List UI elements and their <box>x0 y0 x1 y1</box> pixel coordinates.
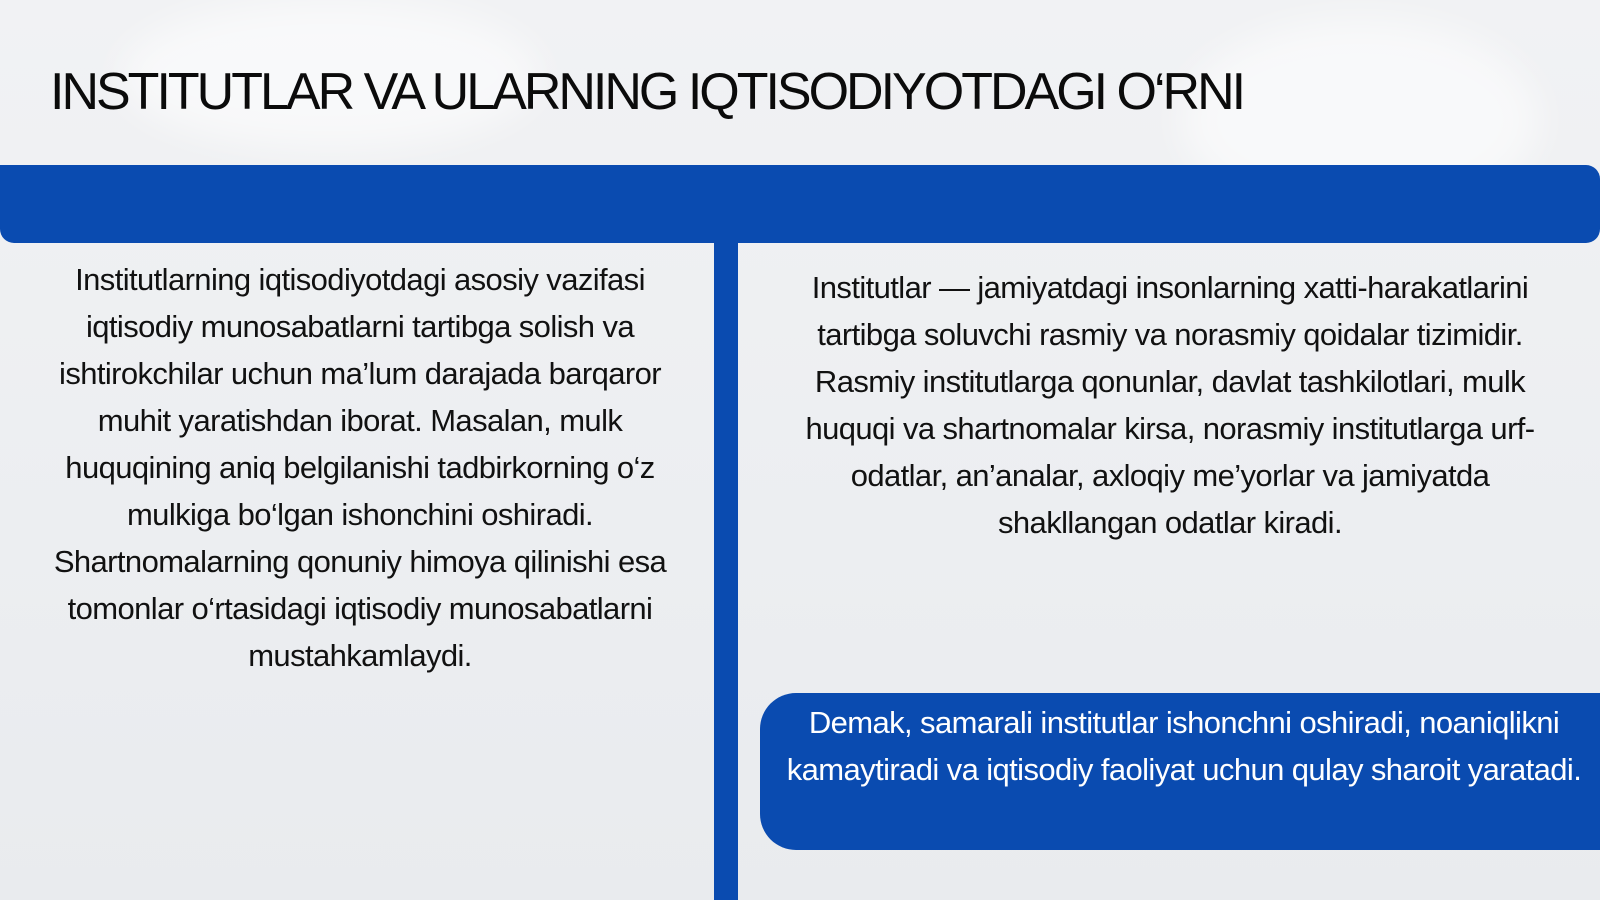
column-divider <box>714 240 738 900</box>
slide-title: INSTITUTLAR VA ULARNING IQTISODIYOTDAGI O‘RNI <box>50 63 1244 121</box>
header-band <box>0 165 1600 243</box>
conclusion-text: Demak, samarali institutlar ishonchni oshiradi, noaniqlikni kamaytiradi va iqtisodiy faoliyat uchun qulay sharoit yaratadi. <box>786 705 1582 787</box>
left-column-paragraph: Institutlarning iqtisodiyotdagi asosiy vazifasi iqtisodiy munosabatlarni tartibga solish va ishtirokchilar uchun ma’lum darajada barqaror muhit yaratishdan iborat. Masalan, mulk huquqining aniq belgilanishi tadbirkorning o‘z mulkiga bo‘lgan ishonchini oshiradi. Shartnomalarning qonuniy himoya qilinishi esa tomonlar o‘rtasidagi iqtisodiy munosabatlarni mustahkamlaydi. <box>53 262 667 673</box>
right-column-paragraph: Institutlar — jamiyatdagi insonlarning xatti-harakatlarini tartibga soluvchi rasmiy va norasmiy qoidalar tizimidir. Rasmiy institutlarga qonunlar, davlat tashkilotlari, mulk huquqi va shartnomalar kirsa, norasmiy institutlarga urf-odatlar, an’analar, axloqiy me’yorlar va jamiyatda shakllangan odatlar kiradi. <box>805 270 1535 540</box>
